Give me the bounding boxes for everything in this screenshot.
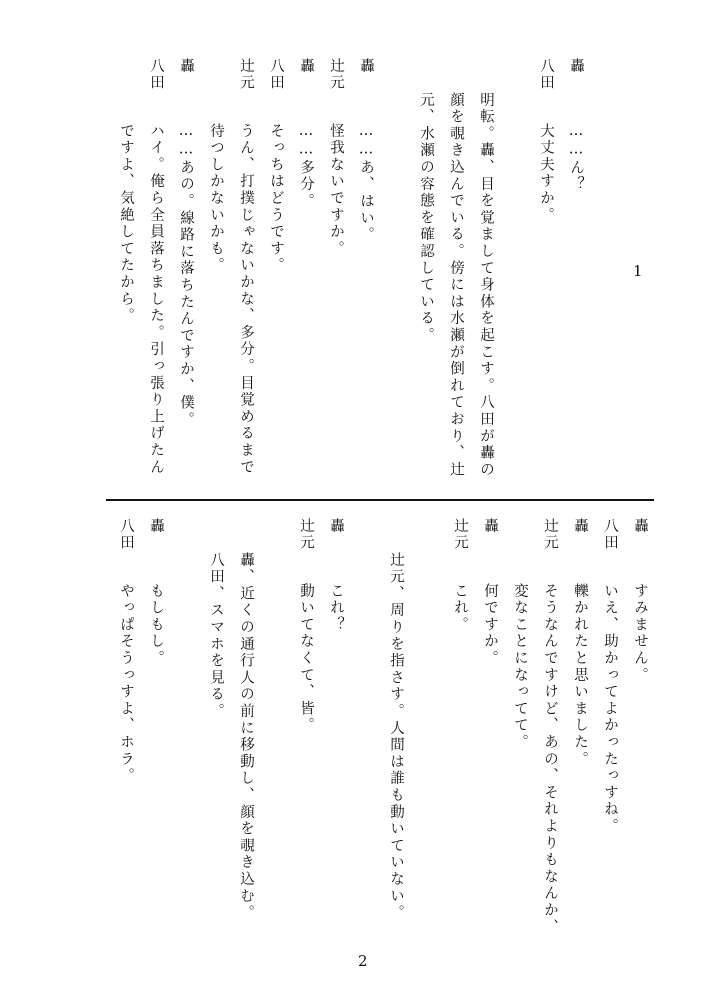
dialogue-line: そっちはどうです。 xyxy=(268,123,284,275)
script-page-2 xyxy=(0,502,707,1004)
dialogue-line: ……あの。線路に落ちたんですか、僕。 xyxy=(178,123,194,429)
dialogue-line: そうなんですけど、あの、それよりもなんか、 xyxy=(542,583,558,936)
dialogue-line: いえ、助かってよかったっすね。 xyxy=(602,583,618,835)
speaker-label: 轟 xyxy=(358,58,374,75)
speaker-label: 辻元 xyxy=(542,518,558,552)
dialogue-line: ……多分。 xyxy=(298,123,314,210)
speaker-label: 轟 xyxy=(632,518,648,535)
speaker-label: 辻元 xyxy=(238,58,254,92)
stage-direction: 元、水瀬の容態を確認している。 xyxy=(418,92,434,344)
speaker-label: 八田 xyxy=(148,58,164,92)
dialogue-line: 待つしかないかも。 xyxy=(208,123,224,275)
stage-direction: 顔を覗き込んでいる。傍には水瀬が倒れており、辻 xyxy=(448,92,464,479)
dialogue-line: ……ん？ xyxy=(568,123,584,194)
speaker-label: 辻元 xyxy=(328,58,344,92)
dialogue-line: やっぱそうっすよ、ホラ。 xyxy=(118,583,134,785)
dialogue-line: もしもし。 xyxy=(148,583,164,667)
dialogue-line: 何ですか。 xyxy=(482,583,498,667)
dialogue-line: これ？ xyxy=(328,583,344,634)
dialogue-line: 怪我ないですか。 xyxy=(328,123,344,258)
dialogue-line: うん、打撲じゃないかな、多分。目覚めるまで xyxy=(238,123,254,476)
stage-direction: 轟、近くの通行人の前に移動し、顔を覗き込む。 xyxy=(238,552,254,922)
speaker-label: 轟 xyxy=(482,518,498,535)
speaker-label: 轟 xyxy=(148,518,164,535)
dialogue-line: 動いてなくて、皆。 xyxy=(298,583,314,735)
dialogue-line: 轢かれたと思いました。 xyxy=(572,583,588,768)
stage-direction: 明転。轟、目を覚まして身体を起こす。八田が轟の xyxy=(478,92,494,479)
dialogue-line: ……あ、はい。 xyxy=(358,123,374,244)
dialogue-line: ハイ。俺ら全員落ちました。引っ張り上げたん xyxy=(148,123,164,476)
speaker-label: 辻元 xyxy=(298,518,314,552)
page-number: 1 xyxy=(633,262,643,280)
stage-direction: 辻元、周りを指さす。人間は誰も動いていない。 xyxy=(388,552,404,922)
speaker-label: 八田 xyxy=(538,58,554,92)
speaker-label: 轟 xyxy=(298,58,314,75)
stage-direction: 八田、スマホを見る。 xyxy=(208,552,224,720)
speaker-label: 八田 xyxy=(118,518,134,552)
dialogue-line: 大丈夫すか。 xyxy=(538,123,554,224)
page-number: 2 xyxy=(358,952,368,970)
dialogue-line: すみません。 xyxy=(632,583,648,684)
dialogue-line: 変なことになってて。 xyxy=(512,583,528,751)
speaker-label: 轟 xyxy=(568,58,584,75)
dialogue-line: ですよ、気絶してたから。 xyxy=(118,123,134,325)
page-divider xyxy=(106,499,654,501)
speaker-label: 八田 xyxy=(268,58,284,92)
dialogue-line: これ。 xyxy=(452,583,468,634)
speaker-label: 轟 xyxy=(178,58,194,75)
speaker-label: 轟 xyxy=(572,518,588,535)
speaker-label: 轟 xyxy=(328,518,344,535)
script-page-1 xyxy=(0,0,707,500)
speaker-label: 八田 xyxy=(602,518,618,552)
speaker-label: 辻元 xyxy=(452,518,468,552)
